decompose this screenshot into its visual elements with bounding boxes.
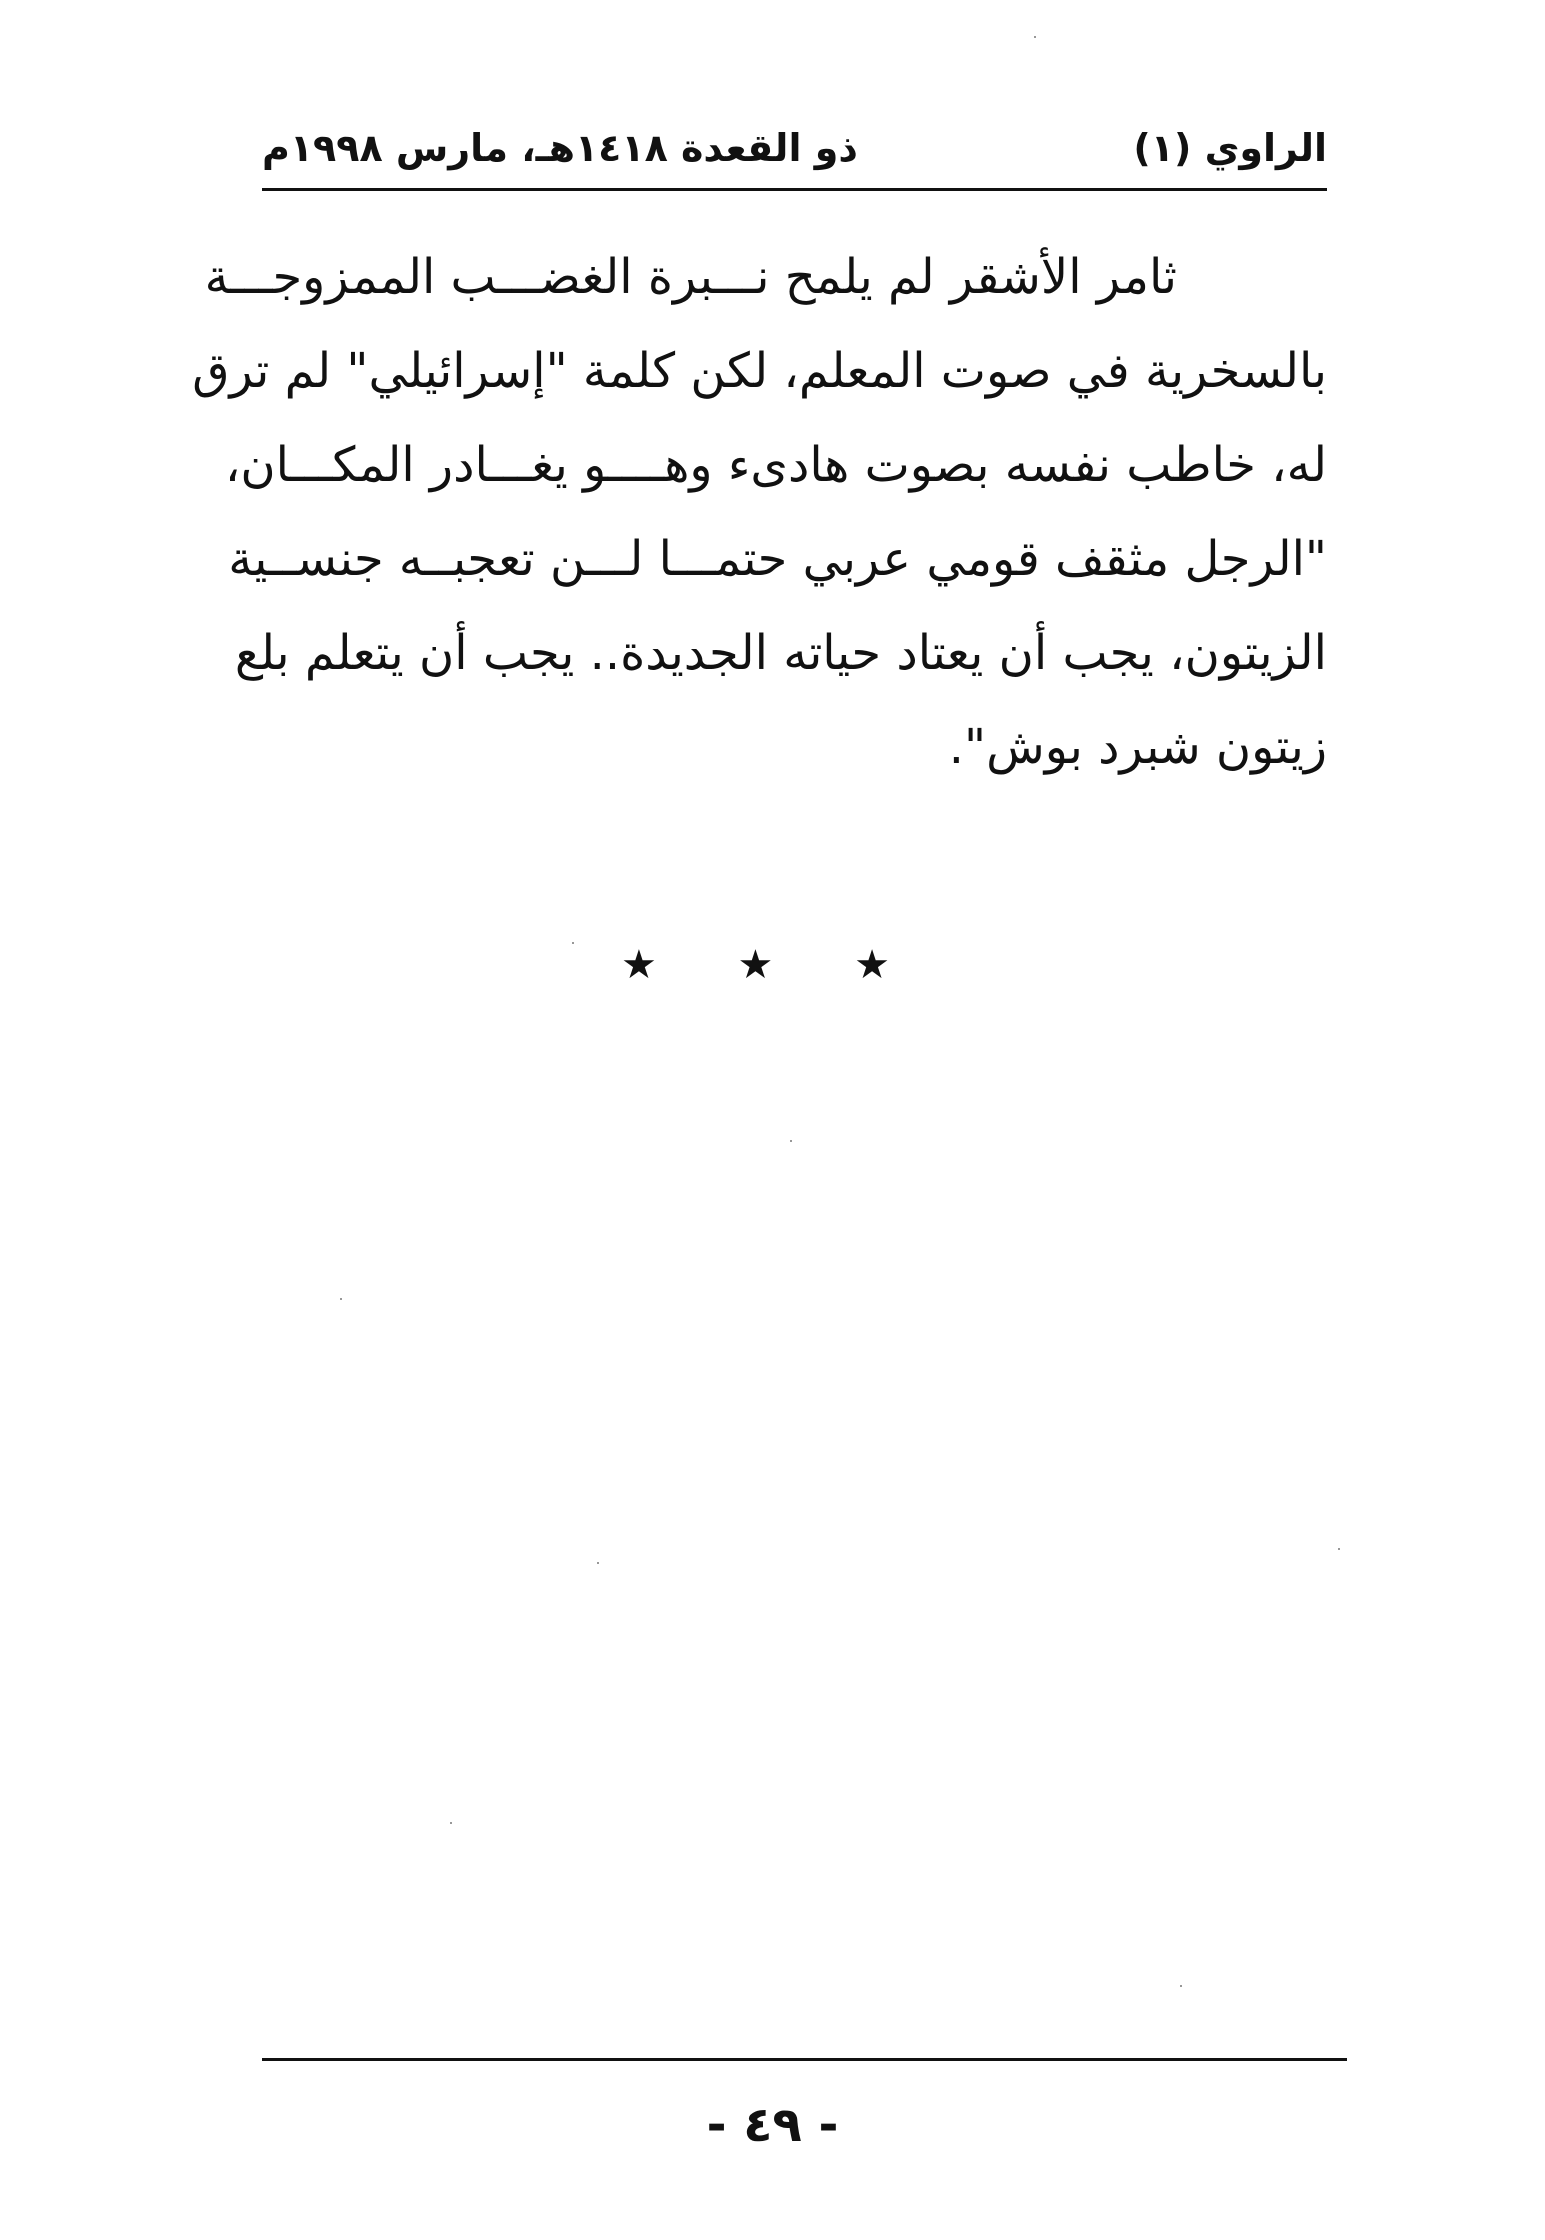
scan-speck [597,1562,599,1564]
section-separator-stars: ★ ★ ★ [620,942,924,988]
header-divider [262,188,1327,191]
text-line-6: زيتون شبرد بوش". [948,719,1327,775]
scan-speck [1180,1985,1182,1987]
page-number: - ٤٩ - [706,2097,839,2153]
body-paragraph [192,230,1327,794]
issue-date: ذو القعدة ١٤١٨هـ، مارس ١٩٩٨م [262,126,858,170]
book-title: الراوي (١) [1133,126,1327,170]
scan-speck [572,942,574,944]
scan-speck [450,1822,452,1824]
scan-speck [1034,36,1036,38]
text-line-2: بالسخرية في صوت المعلم، لكن كلمة "إسرائيلي" لم ترق [192,343,1327,399]
text-line-5: الزيتون، يجب أن يعتاد حياته الجديدة.. يجب أن يتعلم بلع [234,625,1327,681]
running-header [262,120,1327,190]
scan-speck [1338,1548,1340,1550]
text-line-4: "الرجل مثقف قومي عربي حتمـــا لـــن تعجبــه جنســية [228,531,1327,587]
footer-divider [262,2058,1347,2061]
scan-speck [790,1140,792,1142]
scan-speck [340,1298,342,1300]
text-line-3: له، خاطب نفسه بصوت هادىء وهــــو يغـــادر المكـــان، [224,437,1327,493]
text-line-1: ثامر الأشقر لم يلمح نـــبرة الغضـــب الممزوجـــة [204,249,1177,305]
